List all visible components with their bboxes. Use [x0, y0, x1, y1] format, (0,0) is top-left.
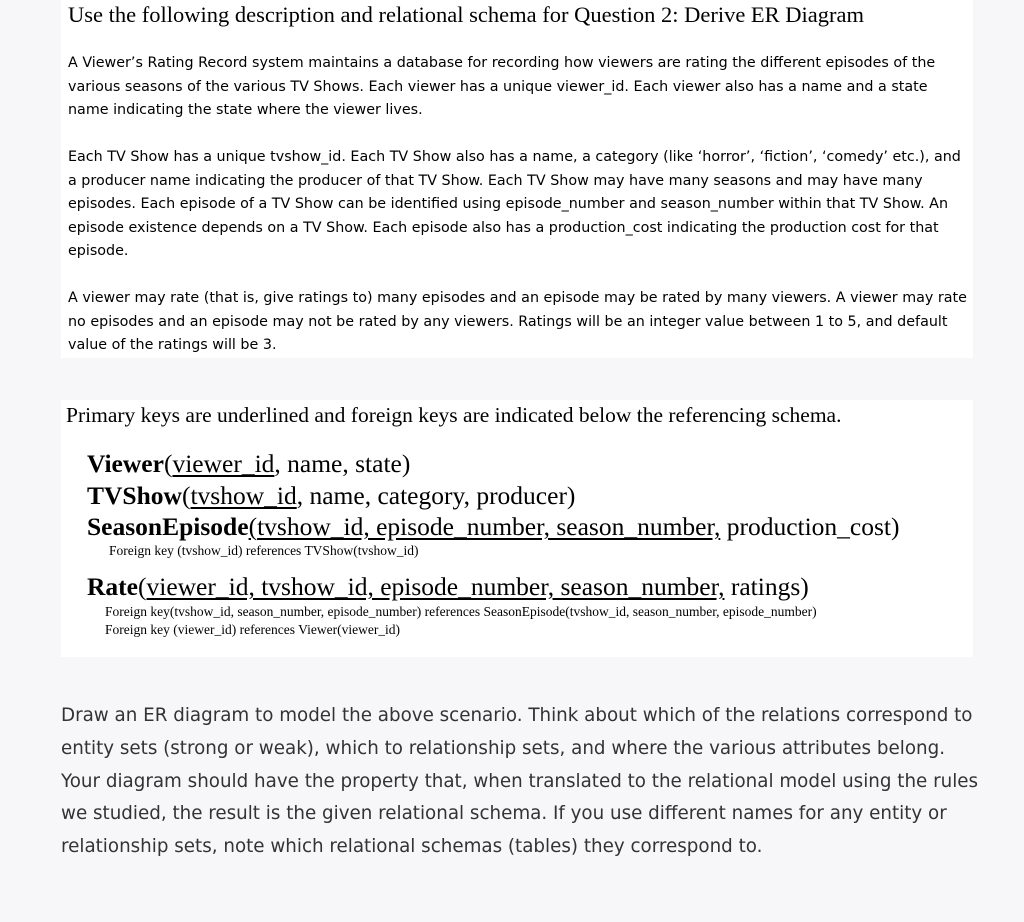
- relation-name: Rate: [87, 572, 138, 601]
- relation-name: Viewer: [87, 449, 164, 478]
- relation-attributes: , name, category, producer): [296, 481, 576, 510]
- relation-open-paren: (: [137, 572, 147, 601]
- description-paragraph-viewer: A Viewer’s Rating Record system maintains a database for recording how viewers are rating the different episodes of the various seasons of the various TV Shows. Each viewer has a unique viewer_id. Each viewer also has a name and a state name indicating the state where the viewer lives.: [68, 55, 936, 118]
- relation-season-episode: [87, 512, 900, 542]
- relation-attributes: production_cost): [720, 512, 900, 541]
- relation-open-paren: (: [248, 512, 258, 541]
- primary-key: viewer_id, tvshow_id, episode_number, season_number,: [146, 572, 725, 601]
- primary-key: viewer_id: [172, 449, 275, 478]
- primary-key: tvshow_id: [190, 481, 297, 510]
- relation-attributes: , name, state): [274, 449, 411, 478]
- schema-heading: Primary keys are underlined and foreign keys are indicated below the referencing schema.: [66, 403, 842, 427]
- description-paragraph-tvshow: Each TV Show has a unique tvshow_id. Each TV Show also has a name, a category (like ‘horror’, ‘fiction’, ‘comedy’ etc.), and a producer name indicating the producer of that TV Show. Each TV Show may have many seasons and may have many episodes. Each episode of a TV Show can be identified using episode_number and season_number within that TV Show. An episode existence depends on a TV Show. Each episode also has a production_cost indicating the production cost for that episode.: [68, 149, 961, 259]
- instructions-text: Draw an ER diagram to model the above scenario. Think about which of the relations correspond to entity sets (strong or weak), which to relationship sets, and where the various attributes belong. Your diagram should have the property that, when translated to the relational model using the rules we studied, the result is the given relational schema. If you use different names for any entity or relationship sets, note which relational schemas (tables) they correspond to.: [61, 705, 979, 858]
- relation-viewer: [87, 449, 410, 479]
- relation-open-paren: (: [181, 481, 191, 510]
- relation-open-paren: (: [163, 449, 173, 478]
- relation-name: TVShow: [87, 481, 182, 510]
- foreign-key-rate-episode: Foreign key(tvshow_id, season_number, episode_number) references SeasonEpisode(tvshow_id, season_number, episode_number): [105, 604, 817, 619]
- relation-rate: [87, 572, 809, 602]
- relation-tvshow: [87, 481, 575, 511]
- relation-name: SeasonEpisode: [87, 512, 249, 541]
- foreign-key-rate-viewer: Foreign key (viewer_id) references Viewer(viewer_id): [105, 622, 401, 637]
- description-paragraph-rating: A viewer may rate (that is, give ratings to) many episodes and an episode may be rated by many viewers. A viewer may rate no episodes and an episode may not be rated by any viewers. Ratings will be an integer value between 1 to 5, and default value of the ratings will be 3.: [68, 290, 967, 353]
- foreign-key-season-episode: Foreign key (tvshow_id) references TVShow(tvshow_id): [109, 543, 419, 558]
- primary-key: tvshow_id, episode_number, season_number,: [257, 512, 721, 541]
- question-heading: Use the following description and relational schema for Question 2: Derive ER Diagram: [68, 2, 865, 27]
- relation-attributes: ratings): [724, 572, 809, 601]
